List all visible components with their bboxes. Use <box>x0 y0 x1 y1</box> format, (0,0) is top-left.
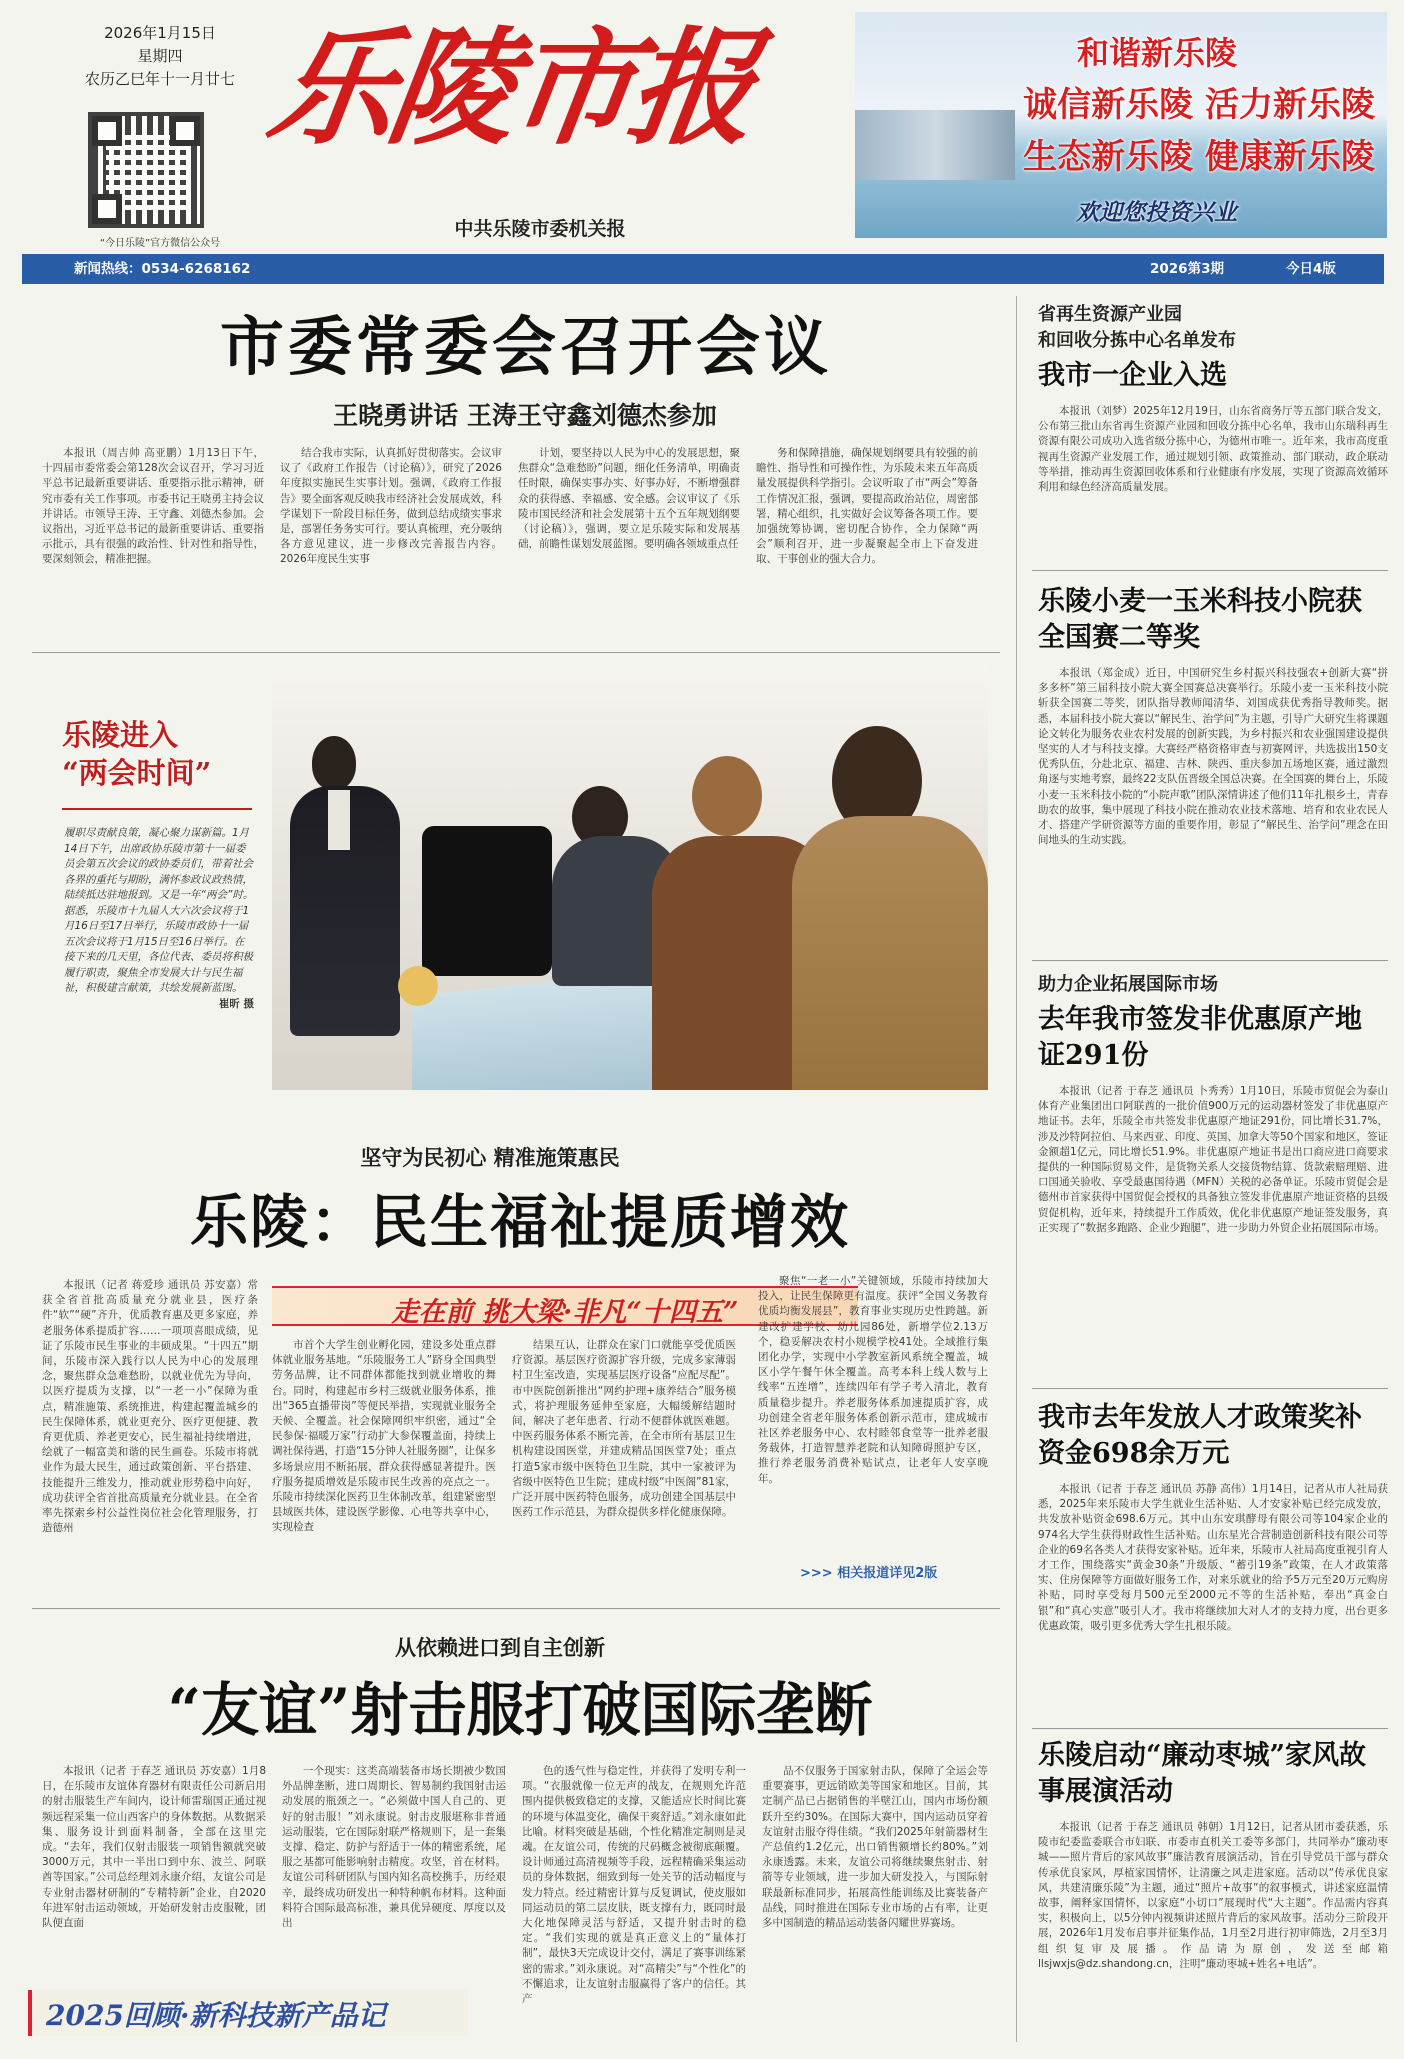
right-divider <box>1032 1388 1388 1389</box>
news-hotline: 新闻热线：0534-6268162 <box>74 261 251 277</box>
right-divider <box>1032 570 1388 571</box>
right-divider <box>1032 960 1388 961</box>
r1-kicker-1: 省再生资源产业园 <box>1038 304 1182 325</box>
lunar-date: 农历乙巳年十一月廿七 <box>84 70 235 88</box>
section-divider <box>32 1608 1000 1609</box>
newspaper-subtitle: 中共乐陵市委机关报 <box>454 218 626 240</box>
ad-line-2: 诚信新乐陵 活力新乐陵 <box>1023 85 1375 125</box>
sidebox-rule <box>62 808 252 810</box>
article1-subheadline: 王晓勇讲话 王涛王守鑫刘德杰参加 <box>333 401 717 430</box>
issue-number: 2026第3期 <box>1150 261 1224 277</box>
article2-col-1: 市首个大学生创业孵化园，建设多处重点群体就业服务基地。“乐陵服务工人”跻身全国典型劳务品牌，让不同群体都能找到就业增收的舞台。同时，构建起市乡村三级就业服务体系，推出“365直播带岗”等便民举措，实现就业服务全天候、全覆盖。社会保障网织牢织密，通过“全民参保·福暖万家”行动扩大参保覆盖面，持续上调社保待遇，打造“15分钟人社服务圈”，让保多多场景应用不断拓展，群众获得感显著提升。医疗服务提质增效是乐陵市民生改善的亮点之一。乐陵市持续深化医药卫生体制改革，组建紧密型县域医共体，建设医学影像、心电等共享中心，实现检查 <box>272 1339 496 1534</box>
masthead-date-block <box>70 22 250 91</box>
r3-headline[interactable]: 去年我市签发非优惠原产地证291份 <box>1038 1004 1362 1071</box>
issue-weekday: 星期四 <box>137 47 183 65</box>
article3-col-1: 本报讯（记者 于春芝 通讯员 苏安嘉）1月8日，在乐陵市友谊体育器材有限责任公司新启用的射击服装生产车间内，设计师雷瑞国正通过视频远程采集一位山西客户的身体数据。从数据采集、服务设计到面料制备，全部在这里完成。“去年，我们仅射击服装一项销售额就突破3000万元，其中一半出口到中东、波兰、阿联酋等国家。”公司总经理刘永康介绍，友谊公司是专业射击器材研制的“专精特新”企业，自2020年进军射击运动领域，开始研发射击皮服靴，团队便直面 <box>42 1765 266 1930</box>
article2-col-left: 本报讯（记者 蒋爱珍 通讯员 苏安嘉）常获全省首批高质量充分就业县，医疗条件“软”“硬”齐升，优质教育惠及更多家庭，养老服务体系提质扩容……一项项喜眼成绩，见证了乐陵市民生事业的丰硕成果。“十四五”期间，乐陵市深入践行以人民为中心的发展理念，聚焦群众急难愁盼，以就业优先为导向，以医疗提质为支撑，以“一老一小”保障为重点，精准施策、系统推进，构建起覆盖城乡的民生保障体系，就业更充分、医疗更便捷、教育更优质、养老更安心，民生福祉持续增进，绘就了一幅富美和谐的民生画卷。乐陵市将就业作为最大民生，通过政策创新、平台搭建、技能提升三维发力，推动就业形势稳中向好，成功获评全省首批高质量充分就业县。在全省率先探索乡村公益性岗位社会化管理服务，打造德州 <box>42 1279 258 1535</box>
article1-headline[interactable]: 市委常委会召开会议 <box>220 310 832 385</box>
r3-kicker: 助力企业拓展国际市场 <box>1038 974 1218 995</box>
r2-headline[interactable]: 乐陵小麦一玉米科技小院获全国赛二等奖 <box>1038 586 1362 653</box>
info-bar <box>22 254 1384 284</box>
article3-kicker: 从依赖进口到自主创新 <box>395 1635 605 1660</box>
article1-body <box>42 446 982 642</box>
city-building-illustration <box>855 110 1015 180</box>
two-sessions-title: 乐陵进入 “两会时间” <box>62 718 212 790</box>
r1-kicker-2: 和回收分拣中心名单发布 <box>1038 330 1236 351</box>
series-banner: 走在前 挑大梁·非凡“十四五” <box>272 1286 858 1326</box>
right-article-2 <box>1038 584 1388 942</box>
two-sessions-text: 履职尽责献良策，凝心聚力谋新篇。1月14日下午，出席政协乐陵市第十一届委员会第五次会议的政协委员们，带着社会各界的重托与期盼，满怀参政议政热情，陆续抵达驻地报到。又是一年“两会”时。据悉，乐陵市十九届人大六次会议将于1月16日至17日举行，乐陵市政协十一届五次会议将于1月15日至16日举行。在接下来的几天里，各位代表、委员将积极履行职责，聚焦全市发展大计与民生福祉，积极建言献策，共绘发展新蓝图。 崔昕 摄 <box>64 826 254 1056</box>
r1-headline[interactable]: 我市一企业入选 <box>1038 360 1227 391</box>
article2-headline[interactable]: 乐陵：民生福祉提质增效 <box>189 1188 850 1256</box>
page-count: 今日4版 <box>1286 261 1336 277</box>
wechat-qr-code[interactable] <box>88 112 204 228</box>
right-article-5 <box>1038 1738 1388 2038</box>
right-article-4 <box>1038 1400 1388 1772</box>
article1-col-4: 务和保障措施，确保规划纲要具有较强的前瞻性、指导性和可操作性，为乐陵未来五年高质量发展提供科学指引。会议听取了市“两会”筹备工作情况汇报，强调，要提高政治站位，周密部署，精心组织，扎实做好会议筹备各项工作。要加强统筹协调，密切配合协作，全力保障“两会”顺利召开，进一步凝聚起全市上下奋发进取、干事创业的强大合力。 <box>756 447 978 566</box>
article1-col-3: 计划，要坚持以人民为中心的发展思想，聚焦群众“急难愁盼”问题，细化任务清单，明确责任时限，确保实事办实、好事办好，不断增强群众的获得感、幸福感、安全感。会议审议了《乐陵市国民经济和社会发展第十五个五年规划纲要（讨论稿）》，强调，要立足乐陵实际和发展基础，前瞻性谋划发展蓝图。要明确各领域重点任 <box>518 447 740 551</box>
article2-col-3: 聚焦“一老一小”关键领域，乐陵市持续加大投入，让民生保障更有温度。获评“全国义务教育优质均衡发展县”，教育事业实现历史性跨越。新建改扩建学校、幼儿园86处，新增学位2.13万个，稳妥解决农村小规模学校41处。全域推行集团化办学，实现中小学教室新风系统全覆盖，城区小学午餐午休全覆盖。高考本科上线人数与上线率“五连增”，连续四年有学子考入清北，教育质量稳步提升。养老服务体系加速提质扩容，成功创建全省老年服务体系创新示范市，建成城市社区养老服务中心、农村睦邻食堂等一批养老服务载体，打造智慧养老院和认知障碍照护专区，推行养老服务消费补贴试点，让老年人安享晚年。 <box>758 1275 988 1485</box>
article2-col-2: 结果互认，让群众在家门口就能享受优质医疗资源。基层医疗资源扩容升级，完成多家薄弱村卫生室改造，实现基层医疗设备“应配尽配”。市中医院创新推出“网约护理+康养结合”服务模式，将护理服务延伸至家庭，大幅缓解结题时间，解决了老年患者、行动不便群体就医难题。中医药服务体系不断完善，在全市所有基层卫生机构建设国医堂，并建成精品国医堂7处；重点打造5家市级中医特色卫生院，其中一家被评为省级中医特色卫生院；建成村级“中医阁”81家，广泛开展中医药特色服务，成功创建全国基层中医药工作示范县，为群众提供多样化健康保障。 <box>512 1339 736 1519</box>
r5-body: 本报讯（记者 于春芝 通讯员 韩朝）1月12日，记者从团市委获悉，乐陵市纪委监委联合市妇联、市委市直机关工委等多部门，共同举办“廉动枣城——照片背后的家风故事”廉洁教育展演活动，旨在引导党员干部与群众传承优良家风，厚植家国情怀，让清廉之风走进家庭。活动以“传承优良家风，共建清廉乐陵”为主题，通过“照片+故事”的叙事模式，讲述家庭温情故事，阐释家国情怀，以家庭“小切口”展现时代“大主题”。作品需内容真实，积极向上，以5分钟内视频讲述照片背后的家风故事。活动分三阶段开展，2026年1月发布启事并征集作品，1月至2月进行初审筛选，2月至3月组织复审及展播。作品请为原创，发送至邮箱 llsjwxjs@dz.shandong.cn，注明“廉动枣城+姓名+电话”。 <box>1038 1821 1388 1970</box>
ad-line-3: 生态新乐陵 健康新乐陵 <box>1023 137 1375 177</box>
article3-col-2: 一个现实：这类高端装备市场长期被少数国外品牌垄断，进口周期长、智易制约我国射击运动发展的瓶颈之一。“必须做中国人自己的、更好的射击服！”刘永康说。射击皮服堪称非普通运动服装，它在国际射联严格规则下，是一套集支撑、稳定、防护与舒适于一体的精密系统，尾服之基都可能影响射击精度。攻坚，首在材料。友谊公司科研团队与国内知名高校携手，历经艰辛，最终成功研发出一种特种帆布材料。这种面料符合国际最高标准，兼具优异硬度、厚度以及出 <box>282 1765 506 1930</box>
article3-headline[interactable]: “友谊”射击服打破国际垄断 <box>167 1676 873 1744</box>
registration-photo[interactable] <box>272 666 988 1090</box>
right-article-1 <box>1038 302 1388 540</box>
qr-caption: “今日乐陵”官方微信公众号 <box>99 238 221 249</box>
ad-line-1: 和谐新乐陵 <box>1076 34 1237 72</box>
newspaper-logo: 乐陵市报 <box>259 14 761 162</box>
article3-col-3: 色的透气性与稳定性，并获得了发明专利一项。“衣服就像一位无声的战友，在规则允许范围内提供极致稳定的支撑，又能适应长时间比赛的环境与体温变化，确保干爽舒适。”刘永康如此比喻。材料突破是基础，个性化精准定制则是灵魂。在友谊公司，传统的尺码概念被彻底颠覆。设计师通过高清视频等手段，远程精确采集运动员的身体数据，细致到每一处关节的活动幅度与发力特点。经过精密计算与反复调试，使皮服如同运动员的第二层皮肤，既支撑有力，既同时最大化地保障灵活与舒适，又提升射击时的稳定。“我们实现的就是真正意义上的“量体打制”，最快3天完成设计交付，满足了赛事训练紧密的需求。”刘永康说。对“高精尖”与“个性化”的不懈追求，让友谊射击服赢得了客户的信任。其产 <box>522 1765 746 2006</box>
photo-credit: 崔昕 摄 <box>218 997 254 1010</box>
section-divider <box>32 652 1000 653</box>
r3-body: 本报讯（记者 于春芝 通讯员 卜秀秀）1月10日，乐陵市贸促会为泰山体育产业集团出口阿联酋的一批价值900万元的运动器材签发了非优惠原产地证书。去年，乐陵全市共签发非优惠原产地证291份，同比增长31.7%，涉及沙特阿拉伯、马来西亚、印度、英国、加拿大等50个国家和地区，签证金额超1亿元，同比增长51.9%。非优惠原产地证书是出口商应进口商要求提供的一种国际贸易文件，是货物关系人交接货物结算、货款索赔理赔、进口国通关验收、享受最惠国待遇（MFN）关税的必备单证。乐陵市贸促会是德州市首家获得中国贸促会授权的具备独立签发非优惠原产地证资格的县级贸促机构，近年来，持续提升工作质效，优化非优惠原产地证签发服务，真正实现了“数据多跑路、企业少跑腿”，进一步助力外贸企业拓展国际市场。 <box>1038 1085 1388 1234</box>
r2-body: 本报讯（郑金成）近日，中国研究生乡村振兴科技强农+创新大赛“拼多多杯”第三届科技小院大赛全国赛总决赛举行。乐陵小麦一玉米科技小院斩获全国赛二等奖，团队指导教师闻清华、刘国成获优秀指导教师奖。据悉，本届科技小院大赛以“解民生、治学问”为主题，引导广大研究生将课题论文转化为服务农业农村发展的创新实践，为乡村振兴和农业强国建设提供坚实的人才与科技支撑。大赛经严格资格审查与初赛网评，共选拔出150支优秀队伍，分赴北京、福建、吉林、陕西、重庆参加五场地区赛，通过激烈角逐与实地考察，最终22支队伍晋级全国总决赛。在全国赛的舞台上，乐陵小麦一玉米科技小院的“小院声歌”团队深情讲述了他们11年扎根乡土，青春助农的故事，集中展现了科技小院在推动农业技术落地、培育和农业农民人才、搭建产学研资源等方面的重要作用，彰显了“解民生、治学问”理念在田间地头的生动实践。 <box>1038 667 1388 847</box>
r5-headline[interactable]: 乐陵启动“廉动枣城”家风故事展演活动 <box>1038 1740 1367 1807</box>
article1-col-1: 本报讯（周吉帅 高亚鹏）1月13日下午，十四届市委常委会第128次会议召开，学习习近平总书记最新重要讲话、重要指示批示精神，研究市委有关工作事项。市委书记王晓勇主持会议并讲话。市领导王涛、王守鑫、刘德杰参加。会议指出，习近平总书记的最新重要讲话、重要指示批示，具有很强的政治性、针对性和指导性，要深刻领会，精准把握。 <box>42 447 264 566</box>
review-banner: 2025回顾·新科技新产品记 <box>28 1990 468 2036</box>
right-article-3 <box>1038 972 1388 1384</box>
city-slogan-ad <box>855 12 1387 238</box>
right-divider <box>1032 1728 1388 1729</box>
article1-col-2: 结合我市实际，认真抓好贯彻落实。会议审议了《政府工作报告（讨论稿）》，研究了2026年度拟实施民生实事计划。强调，《政府工作报告》要全面客观反映我市经济社会发展成效，科学谋划下一阶段目标任务，做到总结成绩实事求是，部署任务务实可行。要认真梳理，充分吸纳各方意见建议，进一步修改完善报告内容。2026年度民生实事 <box>280 447 502 566</box>
article3-col-4: 品不仅服务于国家射击队，保障了全运会等重要赛事，更远销欧美等国家和地区。目前，其定制产品已占据销售的半壁江山，国内市场份额跃升至约30%。在国际大赛中，国内运动员穿着友谊射击服夺得佳绩。“我们2025年射箭器材生产总值约1.2亿元，出口销售额增长约80%。”刘永康透露。未来，友谊公司将继续聚焦射击、射箭等专业领域，进一步加大研发投入，与国际射联最新标准同步，拓展高性能训练及比赛装备产品线，同时推进在国际专业市场的占有率，让更多中国制造的精品运动装备闪耀世界赛场。 <box>762 1765 988 1930</box>
issue-date: 2026年1月15日 <box>104 24 216 42</box>
article2-kicker: 坚守为民初心 精准施策惠民 <box>360 1145 620 1170</box>
related-report-link[interactable]: >>> 相关报道详见2版 <box>800 1566 938 1581</box>
column-divider <box>1016 296 1017 2042</box>
r1-body: 本报讯（刘梦）2025年12月19日，山东省商务厅等五部门联合发文，公布第三批山东省再生资源产业园和回收分拣中心名单，我市山东瑞科再生资源有限公司成功入选省级分拣中心，为德州市唯一。近年来，我市高度重视再生资源产业发展工作，通过规划引领、政策推动、部门联动，政企联动等举措，推动再生资源回收体系和行业健康有序发展，实现了资源高效循环利用和绿色经济高质量发展。 <box>1038 405 1388 494</box>
ad-line-4: 欢迎您投资兴业 <box>1076 199 1237 226</box>
r4-headline[interactable]: 我市去年发放人才政策奖补资金698余万元 <box>1038 1402 1362 1469</box>
r4-body: 本报讯（记者 于春芝 通讯员 苏静 高伟）1月14日，记者从市人社局获悉，2025年来乐陵市大学生就业生活补贴、人才安家补贴已经完成发放，共发放补贴资金698.6万元。其中山东安琪酵母有限公司等104家企业的974名大学生获得财政性生活补贴。山东星光合营制造创新科技有限公司等企业的69名各类人才获得安家补贴。近年来，乐陵市人社局高度重视引育人才工作，围绕落实“黄金30条”升级版、“蓄引19条”政策，在人才政策落实、住房保障等方面做好服务工作，对来乐就业的给予5万元至20万元购房补贴，同时享受每月500元至2000元不等的生活补贴，奉出“真金白银”和“真心实意”吸引人才。我市将继续加大对人才的支持力度，出台更多优惠政策，吸引更多优秀大学生扎根乐陵。 <box>1038 1483 1388 1632</box>
